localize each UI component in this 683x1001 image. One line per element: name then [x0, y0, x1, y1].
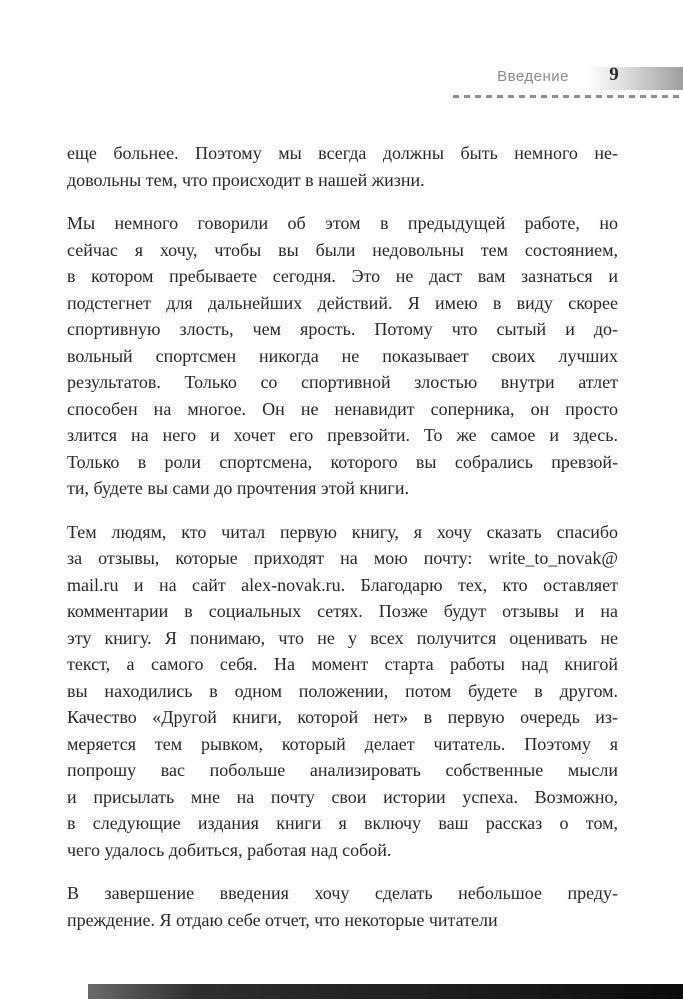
text-line: Тем людям, кто читал первую книгу, я хочу сказать спасибо: [67, 521, 618, 542]
text-line: Мы немного говорили об этом в предыдущей работе, но: [67, 213, 618, 233]
text-line: эту книгу. Я понимаю, что не у всех получится оценивать не: [67, 627, 618, 648]
text-line: в следующие издания книги я включу ваш рассказ о том,: [67, 813, 618, 833]
paragraph: [67, 140, 618, 193]
text-line: В завершение введения хочу сделать небольшое преду-: [67, 883, 618, 903]
text-line: результатов. Только со спортивной злостью внутри атлет: [67, 372, 618, 392]
text-line: чего удалось добиться, работая над собой.: [67, 839, 392, 860]
text-line: Только в роли спортсмена, которого вы собрались превзой-: [67, 451, 618, 472]
text-line: Качество «Другой книги, которой нет» в первую очередь из-: [67, 707, 618, 727]
body-text: [67, 140, 618, 950]
text-line: способен на многое. Он не ненавидит соперника, он просто: [67, 398, 618, 419]
text-line: меряется тем рывком, который делает читатель. Поэтому я: [67, 733, 618, 754]
text-line: преждение. Я отдаю себе отчет, что некоторые читатели: [67, 909, 498, 930]
text-line: mail.ru и на сайт alex-novak.ru. Благодарю тех, кто оставляет: [67, 574, 618, 595]
text-line: довольны тем, что происходит в нашей жизни.: [67, 169, 425, 190]
text-line: и присылать мне на почту свои истории успеха. Возможно,: [67, 786, 618, 807]
text-line: комментарии в социальных сетях. Позже будут отзывы и на: [67, 601, 618, 621]
text-line: текст, а самого себя. На момент старта работы над книгой: [67, 654, 618, 674]
text-line: попрошу вас побольше анализировать собственные мысли: [67, 760, 618, 780]
header-gradient-bar: [586, 67, 683, 90]
text-line: вы находились в одном положении, потом будете в другом.: [67, 680, 618, 701]
running-head-section-title: Введение: [497, 68, 569, 85]
text-line: ти, будете вы сами до прочтения этой книги.: [67, 478, 409, 498]
footer-bar: [88, 984, 683, 999]
page-number: 9: [609, 64, 619, 85]
paragraph: [67, 880, 618, 933]
header-dashed-rule: [453, 95, 683, 98]
text-line: злится на него и хочет его превзойти. То же самое и здесь.: [67, 425, 618, 445]
text-line: в котором пребываете сегодня. Это не даст вам зазнаться и: [67, 266, 618, 286]
paragraph: [67, 210, 618, 502]
text-line: еще больнее. Поэтому мы всегда должны быть немного не-: [67, 143, 618, 163]
text-line: за отзывы, которые приходят на мою почту: write_to_novak@: [67, 548, 618, 568]
text-line: вольный спортсмен никогда не показывает своих лучших: [67, 345, 618, 366]
text-line: спортивную злость, чем ярость. Потому что сытый и до-: [67, 319, 618, 339]
text-line: подстегнет для дальнейших действий. Я имею в виду скорее: [67, 292, 618, 313]
paragraph: [67, 519, 618, 864]
text-line: сейчас я хочу, чтобы вы были недовольны тем состоянием,: [67, 239, 618, 260]
